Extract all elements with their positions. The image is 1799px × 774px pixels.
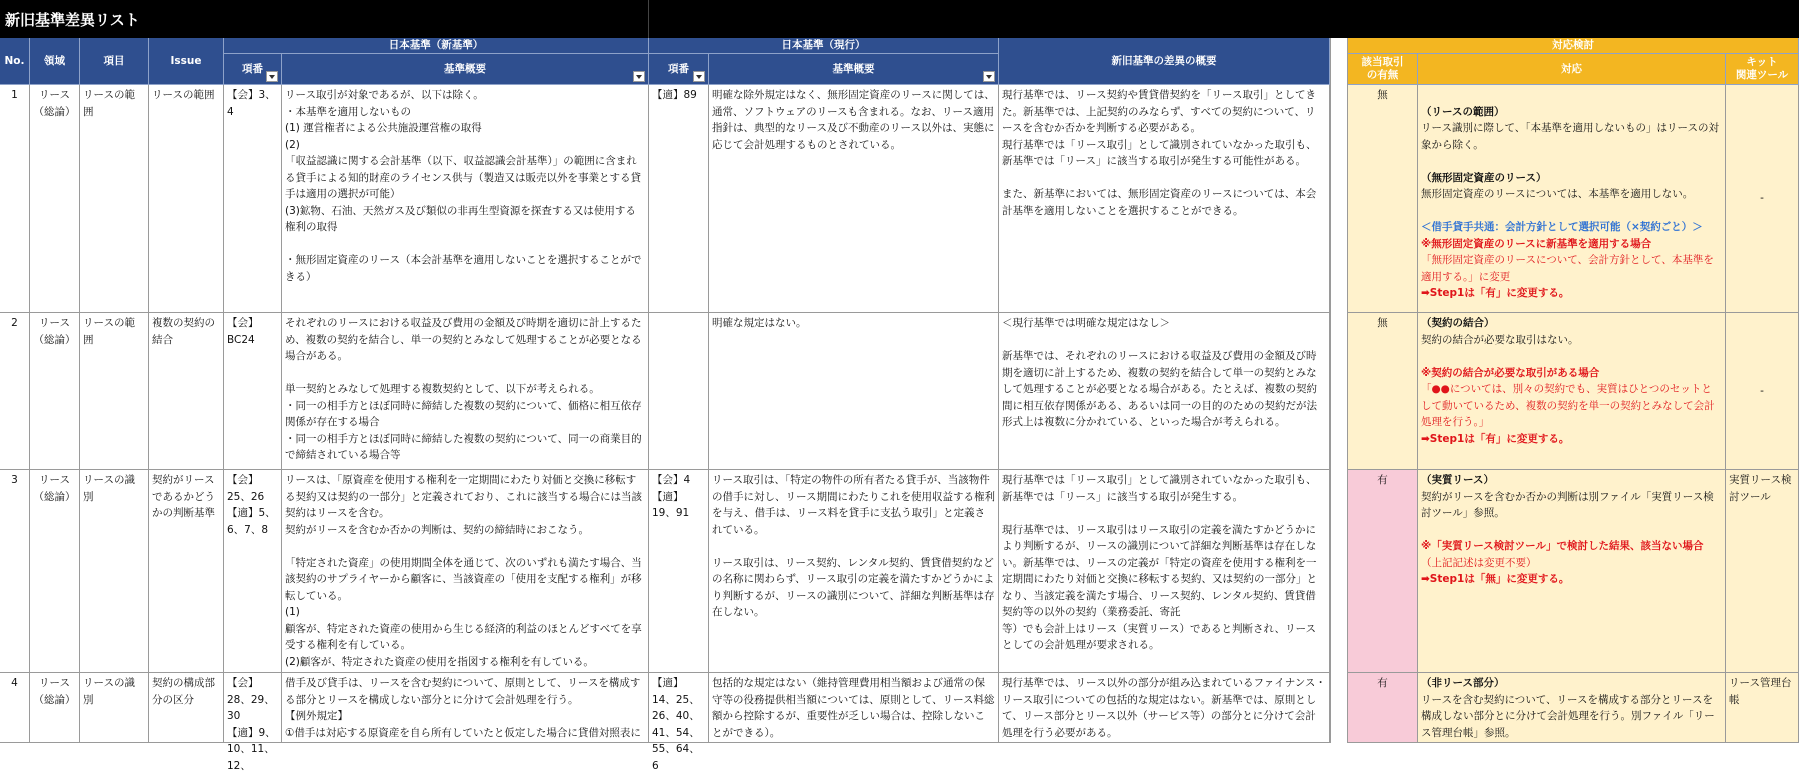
sheet-title: 新旧基準差異リスト bbox=[5, 11, 140, 29]
cell-cur-summary[interactable]: 明確な除外規定はなく、無形固定資産のリースに関しては、通常、ソフトウェアのリースも含まれる。なお、リース適用指針は、典型的なリース及び不動産のリース以外は、実態に応じて会計処理するものとされている。 bbox=[709, 85, 999, 313]
cell-new-code[interactable]: 【会】3、4 bbox=[224, 85, 282, 313]
header-cur-summary[interactable] bbox=[709, 54, 999, 85]
response-line: ※無形固定資産のリースに新基準を適用する場合 bbox=[1421, 237, 1652, 250]
cell-cur-summary[interactable]: リース取引は、「特定の物件の所有者たる貸手が、当該物件の借手に対し、リース期間にわたりこれを使用収益する権利を与え、借手は、リース料を貸手に支払う取引」と定義されている。 リース取引は、リース契約、レンタル契約、賃貸借契約などの名称に関わらず、リース取引の定義を満たすかどうかにより判断するが、リースの識別について、詳細な判断基準は存在しない。 bbox=[709, 470, 999, 673]
cell-kit[interactable]: - bbox=[1726, 313, 1799, 470]
cell-applicable[interactable]: 有 bbox=[1348, 470, 1418, 673]
response-line bbox=[1421, 203, 1722, 220]
response-line: ➡Step1は「無」に変更する。 bbox=[1421, 573, 1570, 585]
cell-new-summary[interactable]: リースは、「原資産を使用する権利を一定期間にわたり対価と交換に移転する契約又は契約の一部分」と定義されており、これに該当する場合には当該契約はリースを含む。 契約がリースを含むか否かの判断は、契約の締結時におこなう。 「特定された資産」の使用期間全体を通じて、次のいずれも満たす場合、当該契約のサプライヤーから顧客に、当該資産の「使用を支配する権利」が移転している。 (1) 顧客が、特定された資産の使用から生じる経済的利益のほとんどすべてを享受する権利を有している。 (2)顧客が、特定された資産の使用を指図する権利を有している。 bbox=[282, 470, 649, 673]
cell-applicable[interactable]: 有 bbox=[1348, 673, 1418, 743]
cell-cur-code[interactable] bbox=[649, 313, 709, 470]
header-no[interactable]: No. bbox=[0, 38, 30, 85]
response-line: リースを含む契約について、リースを構成する部分とリースを構成しない部分とに分けて会計処理を行う。別ファイル「リース管理台帳」参照。 bbox=[1421, 693, 1715, 739]
header-response-group[interactable]: 対応検討 bbox=[1348, 38, 1799, 54]
cell-no[interactable]: 1 bbox=[0, 85, 30, 313]
header-current-standard[interactable]: 日本基準（現行） bbox=[649, 38, 999, 54]
response-line: （無形固定資産のリース） bbox=[1421, 171, 1547, 184]
cell-no[interactable]: 2 bbox=[0, 313, 30, 470]
response-line bbox=[1421, 348, 1722, 365]
header-applicable[interactable]: 該当取引 の有無 bbox=[1348, 54, 1418, 85]
cell-new-summary[interactable]: リース取引が対象であるが、以下は除く。 ・本基準を適用しないもの (1) 運営権者による公共施設運営権の取得 (2) 「収益認識に関する会計基準（以下、収益認識会計基準）」の範囲に含まれる貸手による知的財産のライセンス供与（製造又は販売以外を事業とする貸手は適用の選択が可能） (3)鉱物、石油、天然ガス及び類似の非再生型資源を探査する又は使用する権利の取得 ・無形固定資産のリース（本会計基準を適用しないことを選択することができる） bbox=[282, 85, 649, 313]
cell-no[interactable]: 3 bbox=[0, 470, 30, 673]
cell-cur-code[interactable]: 【適】89 bbox=[649, 85, 709, 313]
header-response[interactable]: 対応 bbox=[1418, 54, 1726, 85]
cell-diff[interactable]: ＜現行基準では明確な規定はなし＞ 新基準では、それぞれのリースにおける収益及び費用の金額及び時期を適切に計上するため、複数の契約を結合して単一の契約とみなして処理することが必要となる場合がある。たとえば、複数の契約間に相互依存関係がある、あるいは同一の目的のための契約だが法形式上は複数に分かれている、といった場合が考えられる。 bbox=[999, 313, 1330, 470]
response-line: （契約の結合） bbox=[1421, 317, 1495, 329]
cell-response[interactable] bbox=[1418, 673, 1726, 743]
cell-new-code[interactable]: 【会】25、26 【適】5、6、7、8 bbox=[224, 470, 282, 673]
cell-new-code[interactable]: 【会】BC24 bbox=[224, 313, 282, 470]
cell-applicable[interactable]: 無 bbox=[1348, 313, 1418, 470]
cell-cur-summary[interactable]: 明確な規定はない。 bbox=[709, 313, 999, 470]
header-new-summary-label: 基準概要 bbox=[444, 62, 486, 75]
column-gap bbox=[1330, 38, 1348, 743]
response-line: 無形固定資産のリースについては、本基準を適用しない。 bbox=[1421, 188, 1694, 200]
cell-applicable[interactable]: 無 bbox=[1348, 85, 1418, 313]
cell-cur-summary[interactable]: 包括的な規定はない（維持管理費用相当額および通常の保守等の役務提供相当額については、原則として、リース料総額から控除するが、重要性が乏しい場合は、控除しないことができる）。 bbox=[709, 673, 999, 743]
response-line: 「無形固定資産のリースについて、会計方針として、本基準を適用する。」に変更 bbox=[1421, 254, 1714, 283]
title-bar bbox=[0, 0, 1799, 38]
cell-item[interactable]: リースの識別 bbox=[80, 470, 149, 673]
response-line: （実質リース） bbox=[1421, 474, 1494, 486]
response-line: ※「実質リース検討ツール」で検討した結果、該当ない場合 bbox=[1421, 540, 1704, 552]
header-new-code-label: 項番 bbox=[242, 62, 263, 75]
response-line: ※契約の結合が必要な取引がある場合 bbox=[1421, 366, 1600, 379]
cell-domain[interactable]: リース （総論） bbox=[30, 673, 80, 743]
filter-dropdown-icon[interactable] bbox=[693, 71, 705, 82]
cell-new-code[interactable]: 【会】28、29、30 【適】9、10、11、12、 bbox=[224, 673, 282, 743]
header-cur-code-label: 項番 bbox=[668, 62, 689, 75]
cell-response[interactable] bbox=[1418, 313, 1726, 470]
response-line: リース識別に際して、「本基準を適用しないもの」はリースの対象から除く。 bbox=[1421, 122, 1719, 151]
cell-issue[interactable]: 契約の構成部分の区分 bbox=[149, 673, 224, 743]
response-line: ➡Step1は「有」に変更する。 bbox=[1421, 287, 1570, 299]
response-line: 契約の結合が必要な取引はない。 bbox=[1421, 333, 1579, 346]
response-line: 契約がリースを含むか否かの判断は別ファイル「実質リース検討ツール」参照。 bbox=[1421, 490, 1714, 519]
cell-item[interactable]: リースの範囲 bbox=[80, 313, 149, 470]
response-line: ＜借手貸手共通：会計方針として選択可能（×契約ごと）＞ bbox=[1421, 221, 1703, 233]
cell-domain[interactable]: リース （総論） bbox=[30, 470, 80, 673]
response-line bbox=[1421, 153, 1722, 170]
cell-diff[interactable]: 現行基準では、リース以外の部分が組み込まれているファイナンス・リース取引についての包括的な規定はない。新基準では、原則として、リース部分とリース以外（サービス等）の部分とに分けて会計処理を行う必要がある。 bbox=[999, 673, 1330, 743]
header-cur-summary-label: 基準概要 bbox=[832, 62, 875, 75]
title-divider bbox=[648, 0, 649, 38]
response-line: 「●●については、別々の契約でも、実質はひとつのセットとして動いているため、複数の契約を単一の契約とみなして会計処理を行う。」 bbox=[1421, 383, 1715, 428]
response-line: （リースの範囲） bbox=[1421, 105, 1505, 118]
cell-diff[interactable]: 現行基準では、リース契約や賃貸借契約を「リース取引」としてきた。新基準では、上記契約のみならず、すべての契約について、リースを含むか否かを判断する必要がある。 現行基準では「リース取引」として識別されていなかった取引も、新基準では「リース」に該当する取引が発生する可能性がある。 また、新基準においては、無形固定資産のリースについては、本会計基準を適用しないことを選択することができる。 bbox=[999, 85, 1330, 313]
cell-new-summary[interactable]: それぞれのリースにおける収益及び費用の金額及び時期を適切に計上するため、複数の契約を結合し、単一の契約とみなして処理することが必要となる場合がある。 単一契約とみなして処理する複数契約として、以下が考えられる。 ・同一の相手方とほぼ同時に締結した複数の契約について、価格に相互依存関係が存在する場合 ・同一の相手方とほぼ同時に締結した複数の契約について、同一の商業目的で締結されている場合等 bbox=[282, 313, 649, 470]
filter-dropdown-icon[interactable] bbox=[633, 71, 645, 82]
cell-kit[interactable]: リース管理台帳 bbox=[1726, 673, 1799, 743]
header-diff[interactable]: 新旧基準の差異の概要 bbox=[999, 38, 1330, 85]
cell-cur-code[interactable]: 【適】14、25、26、40、41、54、55、64、6 bbox=[649, 673, 709, 743]
response-line: ➡Step1は「有」に変更する。 bbox=[1421, 432, 1570, 445]
cell-item[interactable]: リースの範囲 bbox=[80, 85, 149, 313]
response-line bbox=[1421, 87, 1722, 104]
cell-kit[interactable]: 実質リース検討ツール bbox=[1726, 470, 1799, 673]
cell-issue[interactable]: 契約がリースであるかどうかの判断基準 bbox=[149, 470, 224, 673]
header-domain[interactable]: 領域 bbox=[30, 38, 80, 85]
filter-dropdown-icon[interactable] bbox=[266, 71, 278, 82]
header-kit[interactable]: キット 関連ツール bbox=[1726, 54, 1799, 85]
response-line bbox=[1421, 522, 1722, 539]
cell-issue[interactable]: 複数の契約の結合 bbox=[149, 313, 224, 470]
cell-kit[interactable]: - bbox=[1726, 85, 1799, 313]
response-line: （非リース部分） bbox=[1421, 677, 1505, 689]
filter-dropdown-icon[interactable] bbox=[983, 71, 995, 82]
cell-response[interactable] bbox=[1418, 470, 1726, 673]
cell-no[interactable]: 4 bbox=[0, 673, 30, 743]
cell-domain[interactable]: リース （総論） bbox=[30, 85, 80, 313]
response-line: （上記記述は変更不要） bbox=[1421, 556, 1537, 569]
header-item[interactable]: 項目 bbox=[80, 38, 149, 85]
cell-new-summary[interactable]: 借手及び貸手は、リースを含む契約について、原則として、リースを構成する部分とリースを構成しない部分とに分けて会計処理を行う。 【例外規定】 ①借手は対応する原資産を自ら所有していたと仮定した場合に貸借対照表に bbox=[282, 673, 649, 743]
cell-response[interactable] bbox=[1418, 85, 1726, 313]
header-new-code[interactable] bbox=[224, 54, 282, 85]
cell-domain[interactable]: リース （総論） bbox=[30, 313, 80, 470]
header-new-standard[interactable]: 日本基準（新基準） bbox=[224, 38, 649, 54]
header-issue[interactable]: Issue bbox=[149, 38, 224, 85]
cell-item[interactable]: リースの識別 bbox=[80, 673, 149, 743]
cell-diff[interactable]: 現行基準では「リース取引」として識別されていなかった取引も、新基準では「リース」に該当する取引が発生する。 現行基準では、リース取引はリース取引の定義を満たすかどうかにより判断するが、リースの識別について詳細な判断基準は存在しない。新基準では、リースの定義が「特定の資産を使用する権利を一定期間にわたり対価と交換に移転する契約、又は契約の一部分」となり、当該定義を満たす場合、リース契約、レンタル契約、賃貸借契約等の以外の契約（業務委託、寄託 等）でも会計上はリース（実質リース）であると判断され、リースとしての会計処理が要求される。 bbox=[999, 470, 1330, 673]
header-new-summary[interactable] bbox=[282, 54, 649, 85]
cell-issue[interactable]: リースの範囲 bbox=[149, 85, 224, 313]
header-cur-code[interactable] bbox=[649, 54, 709, 85]
cell-cur-code[interactable]: 【会】4 【適】19、91 bbox=[649, 470, 709, 673]
